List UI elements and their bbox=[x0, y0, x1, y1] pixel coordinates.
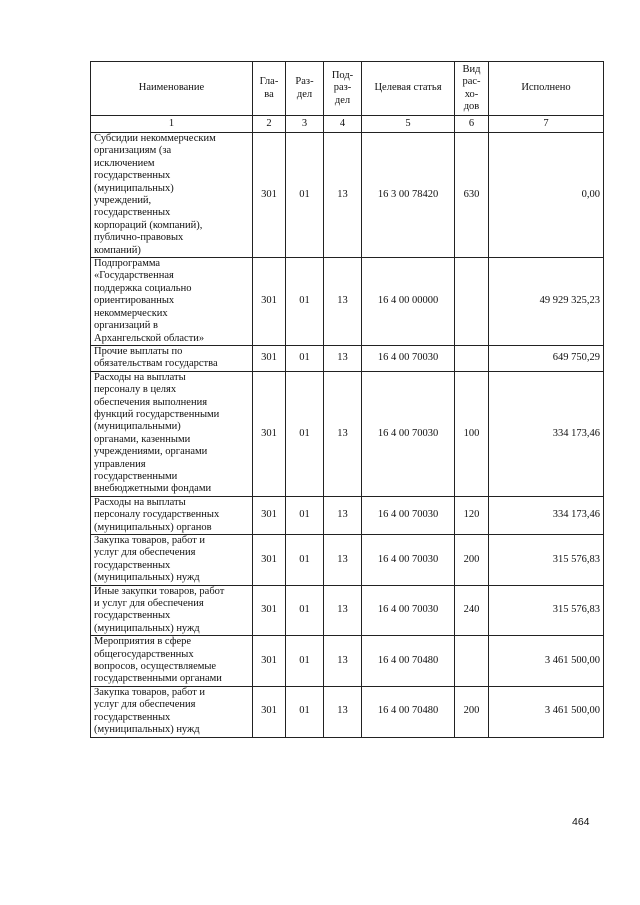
row-name-cell: Иные закупки товаров, работ и услуг для обеспечения государственных (муниципальных) нужд bbox=[91, 585, 253, 636]
row-razdel-cell: 01 bbox=[286, 585, 324, 636]
header-vid: Вид рас- хо- дов bbox=[455, 62, 489, 116]
col-number: 6 bbox=[455, 116, 489, 133]
row-glava-cell: 301 bbox=[253, 496, 286, 534]
row-amount-cell: 0,00 bbox=[489, 133, 604, 258]
table-row bbox=[91, 686, 604, 737]
row-target-cell: 16 4 00 70030 bbox=[362, 371, 455, 496]
row-target-cell: 16 4 00 70030 bbox=[362, 345, 455, 371]
row-glava-cell: 301 bbox=[253, 345, 286, 371]
table-row bbox=[91, 496, 604, 534]
row-razdel-cell: 01 bbox=[286, 133, 324, 258]
row-target-cell: 16 4 00 70030 bbox=[362, 535, 455, 586]
table-row bbox=[91, 585, 604, 636]
col-number: 1 bbox=[91, 116, 253, 133]
header-target: Целевая статья bbox=[362, 62, 455, 116]
col-number: 2 bbox=[253, 116, 286, 133]
col-number: 7 bbox=[489, 116, 604, 133]
row-podrazdel-cell: 13 bbox=[324, 345, 362, 371]
row-glava-cell: 301 bbox=[253, 585, 286, 636]
header-done: Исполнено bbox=[489, 62, 604, 116]
row-razdel-cell: 01 bbox=[286, 535, 324, 586]
row-razdel-cell: 01 bbox=[286, 636, 324, 687]
row-name-cell: Прочие выплаты по обязательствам государства bbox=[91, 345, 253, 371]
row-vid-cell bbox=[455, 345, 489, 371]
header-razdel: Раз- дел bbox=[286, 62, 324, 116]
row-glava-cell: 301 bbox=[253, 636, 286, 687]
row-name-cell: Расходы на выплаты персоналу государственных (муниципальных) органов bbox=[91, 496, 253, 534]
row-target-cell: 16 3 00 78420 bbox=[362, 133, 455, 258]
row-target-cell: 16 4 00 00000 bbox=[362, 258, 455, 346]
column-number-row bbox=[91, 116, 604, 133]
row-target-cell: 16 4 00 70030 bbox=[362, 496, 455, 534]
row-razdel-cell: 01 bbox=[286, 371, 324, 496]
row-glava-cell: 301 bbox=[253, 371, 286, 496]
row-podrazdel-cell: 13 bbox=[324, 535, 362, 586]
row-podrazdel-cell: 13 bbox=[324, 686, 362, 737]
row-glava-cell: 301 bbox=[253, 535, 286, 586]
table-row bbox=[91, 636, 604, 687]
row-podrazdel-cell: 13 bbox=[324, 496, 362, 534]
table-row bbox=[91, 258, 604, 346]
row-razdel-cell: 01 bbox=[286, 686, 324, 737]
row-glava-cell: 301 bbox=[253, 133, 286, 258]
col-number: 4 bbox=[324, 116, 362, 133]
table-row bbox=[91, 371, 604, 496]
header-glava: Гла- ва bbox=[253, 62, 286, 116]
row-name-cell: Закупка товаров, работ и услуг для обеспечения государственных (муниципальных) нужд bbox=[91, 686, 253, 737]
row-vid-cell bbox=[455, 636, 489, 687]
row-vid-cell: 630 bbox=[455, 133, 489, 258]
row-vid-cell: 100 bbox=[455, 371, 489, 496]
row-glava-cell: 301 bbox=[253, 258, 286, 346]
row-vid-cell bbox=[455, 258, 489, 346]
row-vid-cell: 240 bbox=[455, 585, 489, 636]
table-row bbox=[91, 133, 604, 258]
row-amount-cell: 334 173,46 bbox=[489, 496, 604, 534]
row-name-cell: Мероприятия в сфере общегосударственных вопросов, осуществляемые государственными органами bbox=[91, 636, 253, 687]
row-vid-cell: 200 bbox=[455, 686, 489, 737]
page-number: 464 bbox=[572, 816, 590, 828]
col-number: 5 bbox=[362, 116, 455, 133]
row-podrazdel-cell: 13 bbox=[324, 636, 362, 687]
row-razdel-cell: 01 bbox=[286, 496, 324, 534]
row-vid-cell: 200 bbox=[455, 535, 489, 586]
col-number: 3 bbox=[286, 116, 324, 133]
row-name-cell: Субсидии некоммерческим организациям (за исключением государственных (муниципальных) учреждений, государственных корпораций (компаний), публично-правовых компаний) bbox=[91, 133, 253, 258]
row-amount-cell: 315 576,83 bbox=[489, 535, 604, 586]
row-podrazdel-cell: 13 bbox=[324, 371, 362, 496]
row-name-cell: Подпрограмма «Государственная поддержка социально ориентированных некоммерческих организаций в Архангельской области» bbox=[91, 258, 253, 346]
row-razdel-cell: 01 bbox=[286, 345, 324, 371]
row-amount-cell: 334 173,46 bbox=[489, 371, 604, 496]
row-amount-cell: 49 929 325,23 bbox=[489, 258, 604, 346]
row-amount-cell: 315 576,83 bbox=[489, 585, 604, 636]
row-amount-cell: 649 750,29 bbox=[489, 345, 604, 371]
header-name: Наименование bbox=[91, 62, 253, 116]
row-podrazdel-cell: 13 bbox=[324, 585, 362, 636]
row-target-cell: 16 4 00 70480 bbox=[362, 686, 455, 737]
row-glava-cell: 301 bbox=[253, 686, 286, 737]
table-row bbox=[91, 345, 604, 371]
row-target-cell: 16 4 00 70030 bbox=[362, 585, 455, 636]
row-podrazdel-cell: 13 bbox=[324, 133, 362, 258]
row-razdel-cell: 01 bbox=[286, 258, 324, 346]
row-name-cell: Расходы на выплаты персоналу в целях обеспечения выполнения функций государственными (муниципальными) органами, казенными учреждениями, органами управления государственными внебюджетными фондами bbox=[91, 371, 253, 496]
header-row bbox=[91, 62, 604, 116]
row-target-cell: 16 4 00 70480 bbox=[362, 636, 455, 687]
row-vid-cell: 120 bbox=[455, 496, 489, 534]
row-podrazdel-cell: 13 bbox=[324, 258, 362, 346]
row-amount-cell: 3 461 500,00 bbox=[489, 686, 604, 737]
header-podrazdel: Под- раз- дел bbox=[324, 62, 362, 116]
table-row bbox=[91, 535, 604, 586]
row-amount-cell: 3 461 500,00 bbox=[489, 636, 604, 687]
expenditure-table bbox=[90, 61, 604, 738]
row-name-cell: Закупка товаров, работ и услуг для обеспечения государственных (муниципальных) нужд bbox=[91, 535, 253, 586]
